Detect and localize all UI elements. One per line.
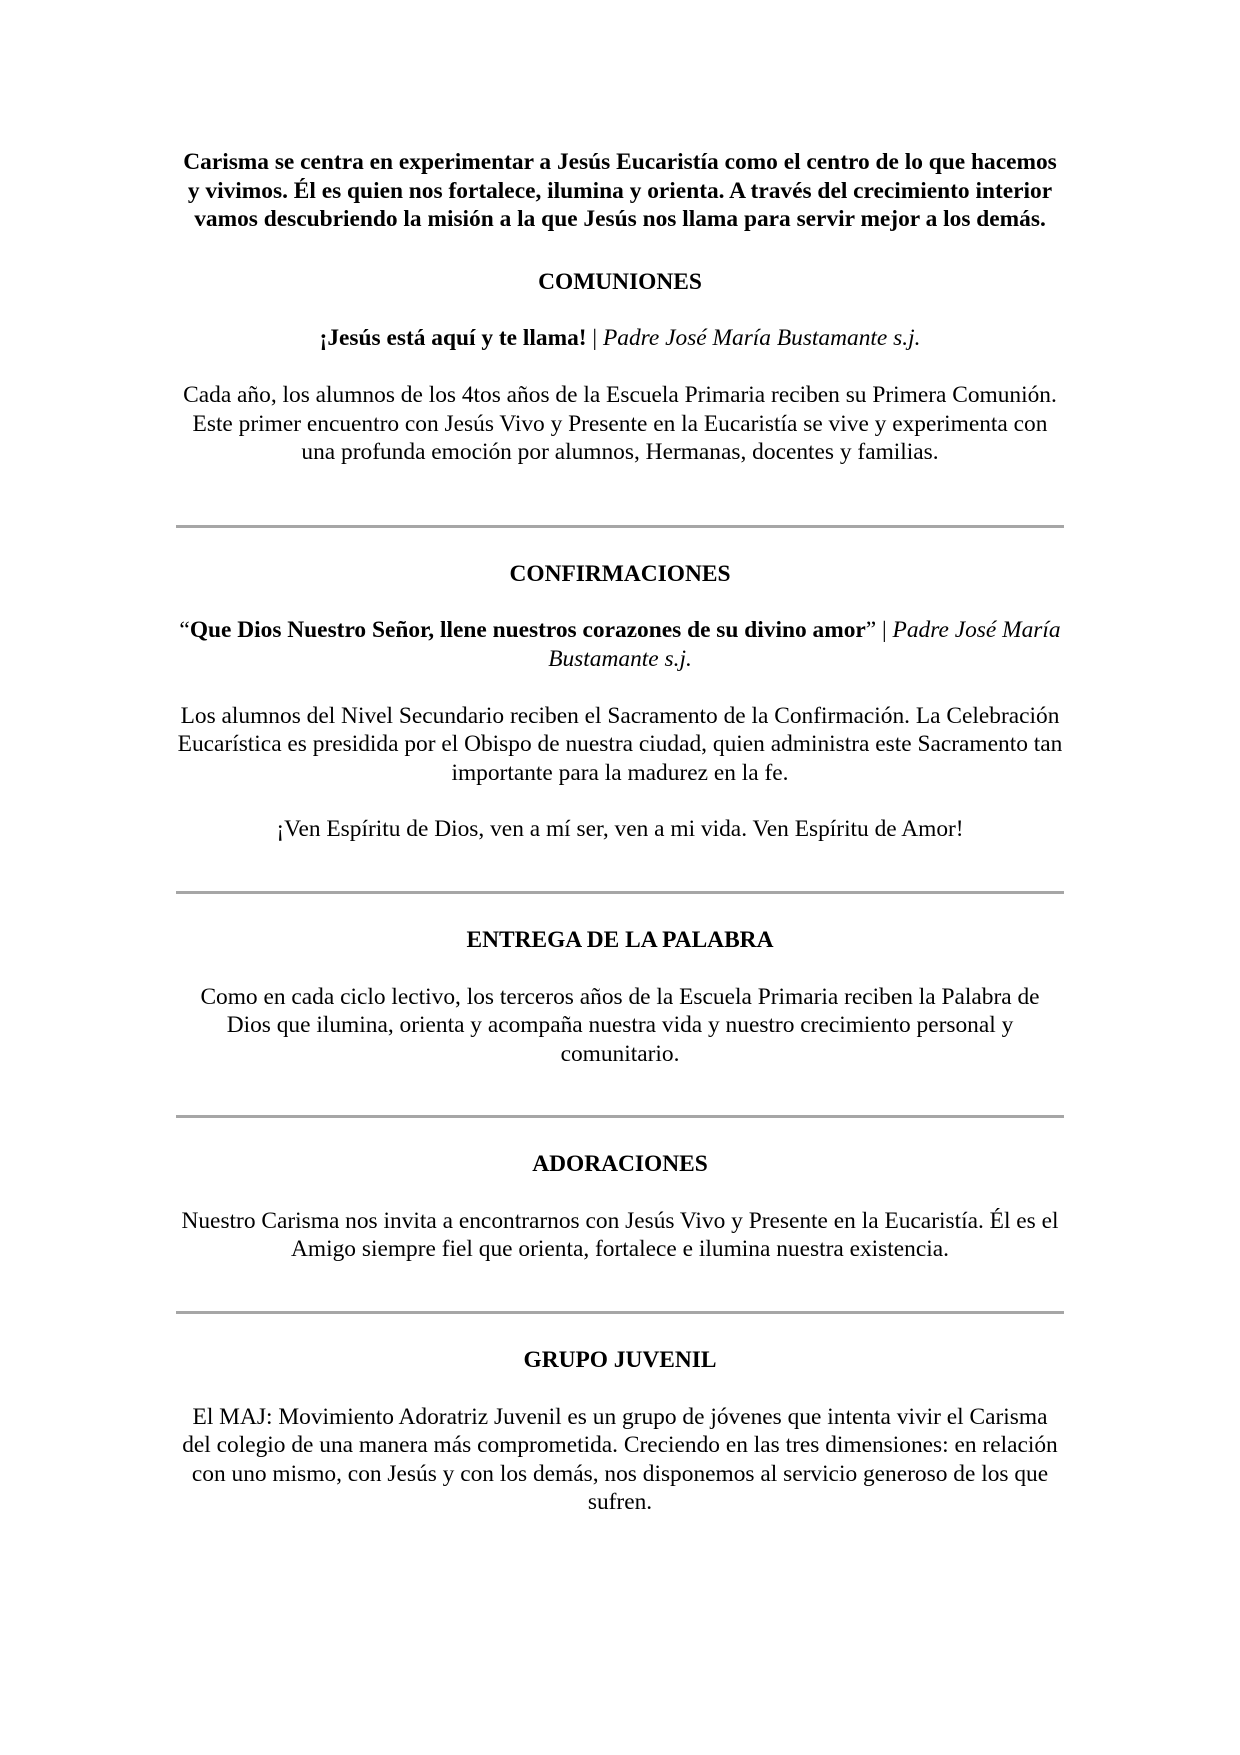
section-comuniones [176,268,1064,467]
quote-author: Padre José María Bustamante s.j. [548,617,1061,672]
section-heading-entrega: ENTREGA DE LA PALABRA [466,926,774,953]
section-divider [176,1115,1064,1118]
prayer-confirmaciones: ¡Ven Espíritu de Dios, ven a mí ser, ven a mi vida. Ven Espíritu de Amor! [276,816,964,843]
body-entrega: Como en cada ciclo lectivo, los terceros años de la Escuela Primaria reciben la Palabra de Dios que ilumina, orienta y acompaña nuestra vida y nuestro crecimiento personal y comunitario. [200,983,1040,1067]
quote-text: Que Dios Nuestro Señor, llene nuestros corazones de su divino amor [189,617,866,644]
quote-confirmaciones [176,616,1064,673]
section-confirmaciones [176,560,1064,844]
section-divider [176,1311,1064,1314]
quote-open-mark: “ [179,617,190,644]
section-entrega-de-la-palabra [176,926,1064,1068]
quote-text: ¡Jesús está aquí y te llama! [319,325,587,352]
quote-close-separator: ” | [865,617,893,644]
section-heading-confirmaciones: CONFIRMACIONES [509,560,731,587]
section-divider [176,525,1064,528]
body-grupo-juvenil: El MAJ: Movimiento Adoratriz Juvenil es un grupo de jóvenes que intenta vivir el Carisma del colegio de una manera más comprometida. Creciendo en las tres dimensiones: en relación con uno mismo, con Jesús y con los demás, nos disponemos al servicio generoso de los que sufren. [182,1403,1058,1516]
quote-separator: | [586,325,603,352]
section-heading-grupo-juvenil: GRUPO JUVENIL [523,1347,717,1374]
document-content [176,148,1064,1517]
body-confirmaciones: Los alumnos del Nivel Secundario reciben el Sacramento de la Confirmación. La Celebración Eucarística es presidida por el Obispo de nuestra ciudad, quien administra este Sacramento tan importante para la madurez en la fe. [177,702,1063,786]
section-adoraciones [176,1150,1064,1264]
section-grupo-juvenil [176,1346,1064,1517]
quote-comuniones [176,324,1064,353]
quote-author: Padre José María Bustamante s.j. [602,325,921,352]
body-comuniones: Cada año, los alumnos de los 4tos años de la Escuela Primaria reciben su Primera Comunión. Este primer encuentro con Jesús Vivo y Presente en la Eucaristía se vive y experimenta con una profunda emoción por alumnos, Hermanas, docentes y familias. [183,381,1057,466]
section-divider [176,891,1064,894]
section-heading-adoraciones: ADORACIONES [532,1151,708,1178]
body-adoraciones: Nuestro Carisma nos invita a encontrarnos con Jesús Vivo y Presente en la Eucaristía. Él es el Amigo siempre fiel que orienta, fortalece e ilumina nuestra existencia. [181,1207,1059,1263]
intro-paragraph: Carisma se centra en experimentar a Jesús Eucaristía como el centro de lo que hacemos y vivimos. Él es quien nos fortalece, ilumina y orienta. A través del crecimiento interior vamos descubriendo la misión a la que Jesús nos llama para servir mejor a los demás. [183,149,1057,233]
section-heading-comuniones: COMUNIONES [538,268,702,295]
